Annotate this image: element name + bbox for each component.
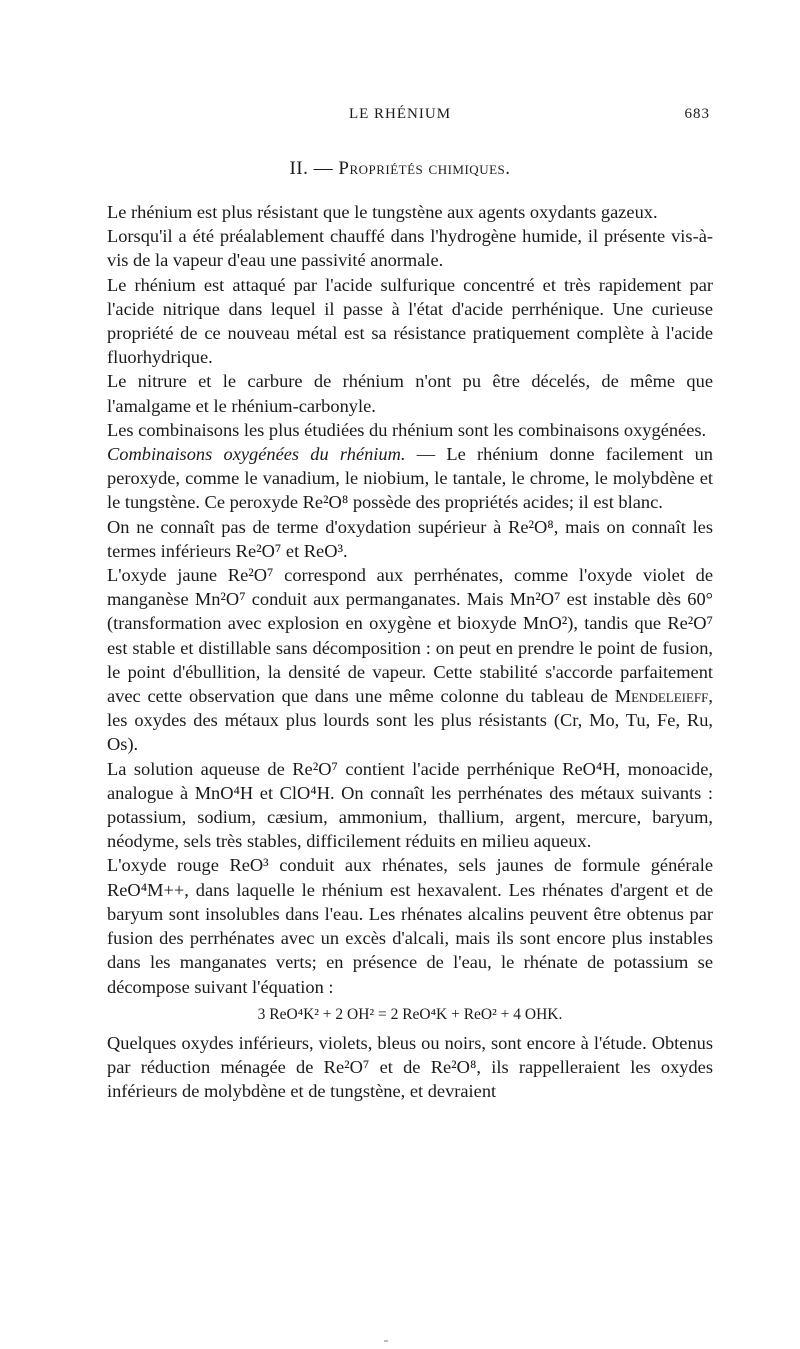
section-title xyxy=(90,158,710,180)
paragraph-3: Le rhénium est attaqué par l'acide sulfurique concentré et très rapidement par l'acide nitrique dans lequel il passe à l'état d'acide perrhénique. Une curieuse propriété de ce nouveau métal est sa résistance pratiquement complète à l'acide fluorhydrique. xyxy=(107,274,713,368)
paragraph-2: Lorsqu'il a été préalablement chauffé dans l'hydrogène humide, il présente vis-à-vis de la vapeur d'eau une passivité anormale. xyxy=(107,226,713,271)
paragraph-10: L'oxyde rouge ReO³ conduit aux rhénates, sels jaunes de formule générale ReO⁴M++, dans laquelle le rhénium est hexavalent. Les rhénates d'argent et de baryum sont insolubles dans l'eau. Les rhénates alcalins peuvent être obtenus par fusion des perrhénates avec un excès d'alcali, mais ils sont encore plus instables dans les manganates verts; en présence de l'eau, le rhénate de potassium se décompose suivant l'équation : xyxy=(107,855,713,997)
paragraph-9: La solution aqueuse de Re²O⁷ contient l'acide perrhénique ReO⁴H, monoacide, analogue à MnO⁴H et ClO⁴H. On connaît les perrhénates des métaux suivants : potassium, sodium, cæsium, ammonium, thallium, argent, mercure, baryum, néodyme, sels très stables, difficilement réduits en milieu aqueux. xyxy=(107,758,713,852)
section-title-text: II. — Propriétés chimiques. xyxy=(289,158,511,179)
paragraph-5: Les combinaisons les plus étudiées du rhénium sont les combinaisons oxygénées. xyxy=(107,419,707,440)
body-text xyxy=(107,200,713,1103)
subsection-heading: Combinaisons oxygénées du rhénium. xyxy=(107,444,406,465)
paragraph-11: Quelques oxydes inférieurs, violets, bleus ou noirs, sont encore à l'étude. Obtenus par réduction ménagée de Re²O⁷ et de Re²O⁸, ils rappelleraient les oxydes inférieurs de molybdène et de tungstène, et devraient xyxy=(107,1032,713,1102)
paragraph-6-text: — Le rhénium donne facilement un peroxyde, comme le vanadium, le niobium, le tantale, le chrome, le molybdène et le tungstène. Ce peroxyde Re²O⁸ possède des propriétés acides; il est blanc. xyxy=(107,444,713,513)
paper-speck xyxy=(384,1340,388,1342)
paragraph-6 xyxy=(107,442,713,515)
paragraph-8 xyxy=(107,563,713,757)
paragraph-1: Le rhénium est plus résistant que le tungstène aux agents oxydants gazeux. xyxy=(107,202,658,222)
paragraph-4: Le nitrure et le carbure de rhénium n'ont pu être décelés, de même que l'amalgame et le rhénium-carbonyle. xyxy=(107,371,713,416)
chemical-equation: 3 ReO⁴K² + 2 OH² = 2 ReO⁴K + ReO² + 4 OHK. xyxy=(257,1005,563,1023)
paragraph-7: On ne connaît pas de terme d'oxydation supérieur à Re²O⁸, mais on connaît les termes inférieurs Re²O⁷ et ReO³. xyxy=(107,516,713,561)
paragraph-8-text-a: L'oxyde jaune Re²O⁷ correspond aux perrhénates, comme l'oxyde violet de manganèse Mn²O⁷ conduit aux permanganates. Mais Mn²O⁷ est instable dès 60° (transformation avec explosion en oxygène et bioxyde MnO²), tandis que Re²O⁷ est stable et distillable sans décomposition : on peut en prendre le point de fusion, le point d'ébullition, la densité de vapeur. Cette stabilité s'accorde parfaitement avec cette observation que dans une même colonne du tableau de xyxy=(107,565,713,707)
running-title: LE RHÉNIUM xyxy=(348,106,452,122)
author-name: Mendeleieff xyxy=(614,686,709,707)
running-head xyxy=(90,106,710,126)
page-number: 683 xyxy=(684,106,710,122)
paragraph-8-text-b: , les oxydes des métaux plus lourds sont les plus résistants (Cr, Mo, Tu, Fe, Ru, Os). xyxy=(107,686,713,755)
